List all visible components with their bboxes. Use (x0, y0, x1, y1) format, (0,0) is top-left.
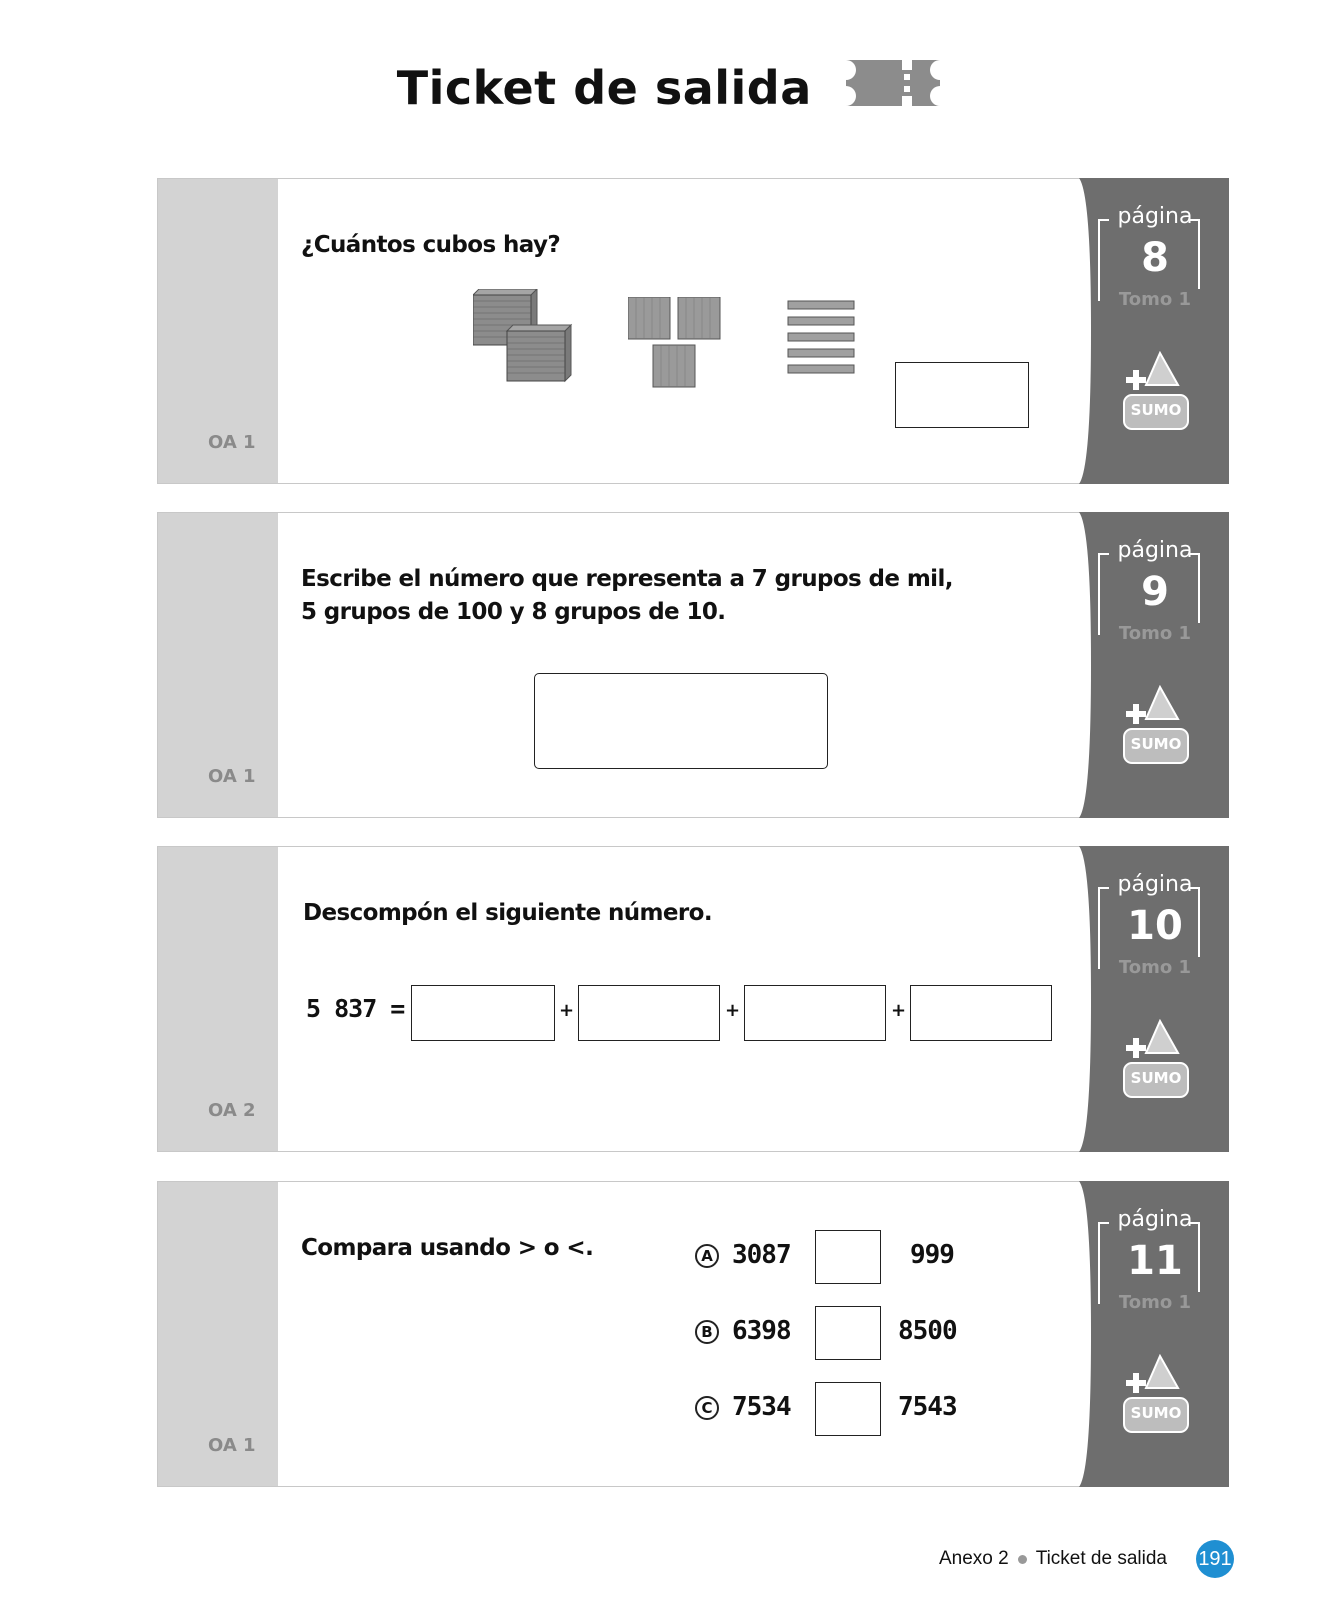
tome-label: Tomo 1 (1100, 623, 1210, 644)
svg-text:SUMO: SUMO (1130, 401, 1182, 419)
page-label: página (1117, 538, 1193, 563)
compare-box-a[interactable] (815, 1230, 881, 1284)
oa-label: OA 1 (208, 766, 256, 787)
question-text-line-1: Escribe el número que representa a 7 grupos de mil, (301, 566, 953, 592)
page-label: página (1117, 204, 1193, 229)
ticket-card-3 (157, 846, 1229, 1152)
answer-box[interactable] (534, 673, 828, 769)
svg-text:SUMO: SUMO (1130, 1404, 1182, 1422)
option-letter-b: B (695, 1320, 719, 1344)
sumo-logo-icon (1120, 1019, 1190, 1103)
compare-left-b: 6398 (732, 1316, 791, 1346)
footer-section: Anexo 2 (938, 1548, 1009, 1569)
plus-sign: + (725, 1000, 741, 1021)
question-text-line-2: 5 grupos de 100 y 8 grupos de 10. (301, 599, 726, 625)
decomposition-box-2[interactable] (578, 985, 720, 1041)
page-label: página (1117, 872, 1193, 897)
page-label: página (1117, 1207, 1193, 1232)
compare-box-c[interactable] (815, 1382, 881, 1436)
ticket-card-1 (157, 178, 1229, 484)
question-text: Descompón el siguiente número. (303, 900, 712, 926)
oa-label: OA 1 (208, 432, 256, 453)
tome-label: Tomo 1 (1100, 289, 1210, 310)
option-letter-c: C (695, 1396, 719, 1420)
oa-label: OA 2 (208, 1100, 256, 1121)
ticket-card-2 (157, 512, 1229, 818)
page-title (0, 58, 1339, 119)
compare-box-b[interactable] (815, 1306, 881, 1360)
oa-label: OA 1 (208, 1435, 256, 1456)
question-text: ¿Cuántos cubos hay? (301, 232, 561, 258)
footer-label: Ticket de salida (1035, 1548, 1167, 1569)
option-letter-a: A (695, 1244, 719, 1268)
expression-left: 5 837 = (306, 994, 405, 1023)
sumo-logo-icon (1120, 685, 1190, 769)
page-number: 8 (1141, 235, 1169, 281)
thousand-cubes-icon (473, 289, 575, 387)
page-title-text: Ticket de salida (396, 61, 812, 115)
plus-sign: + (891, 1000, 907, 1021)
plus-sign: + (559, 1000, 575, 1021)
compare-right-b: 8500 (898, 1316, 957, 1346)
compare-right-c: 7543 (898, 1392, 957, 1422)
page-number: 11 (1127, 1238, 1183, 1284)
compare-right-a: 999 (910, 1240, 954, 1270)
hundred-flats-icon (628, 297, 724, 389)
ticket-card-4 (157, 1181, 1229, 1487)
decomposition-box-4[interactable] (910, 985, 1052, 1041)
question-text: Compara usando > o <. (301, 1235, 594, 1261)
page-number-badge: 191 (1196, 1540, 1234, 1578)
svg-text:SUMO: SUMO (1130, 1069, 1182, 1087)
page-number: 9 (1141, 569, 1169, 615)
answer-box[interactable] (895, 362, 1029, 428)
page-footer (939, 1540, 1234, 1578)
page-number: 10 (1127, 903, 1183, 949)
ticket-icon (842, 58, 942, 119)
sumo-logo-icon (1120, 351, 1190, 435)
bullet-dot-icon (1018, 1555, 1027, 1564)
sumo-logo-icon (1120, 1354, 1190, 1438)
ten-rods-icon (786, 299, 858, 379)
decomposition-box-3[interactable] (744, 985, 886, 1041)
decomposition-box-1[interactable] (411, 985, 555, 1041)
compare-left-a: 3087 (732, 1240, 791, 1270)
svg-text:SUMO: SUMO (1130, 735, 1182, 753)
tome-label: Tomo 1 (1100, 957, 1210, 978)
tome-label: Tomo 1 (1100, 1292, 1210, 1313)
compare-left-c: 7534 (732, 1392, 791, 1422)
